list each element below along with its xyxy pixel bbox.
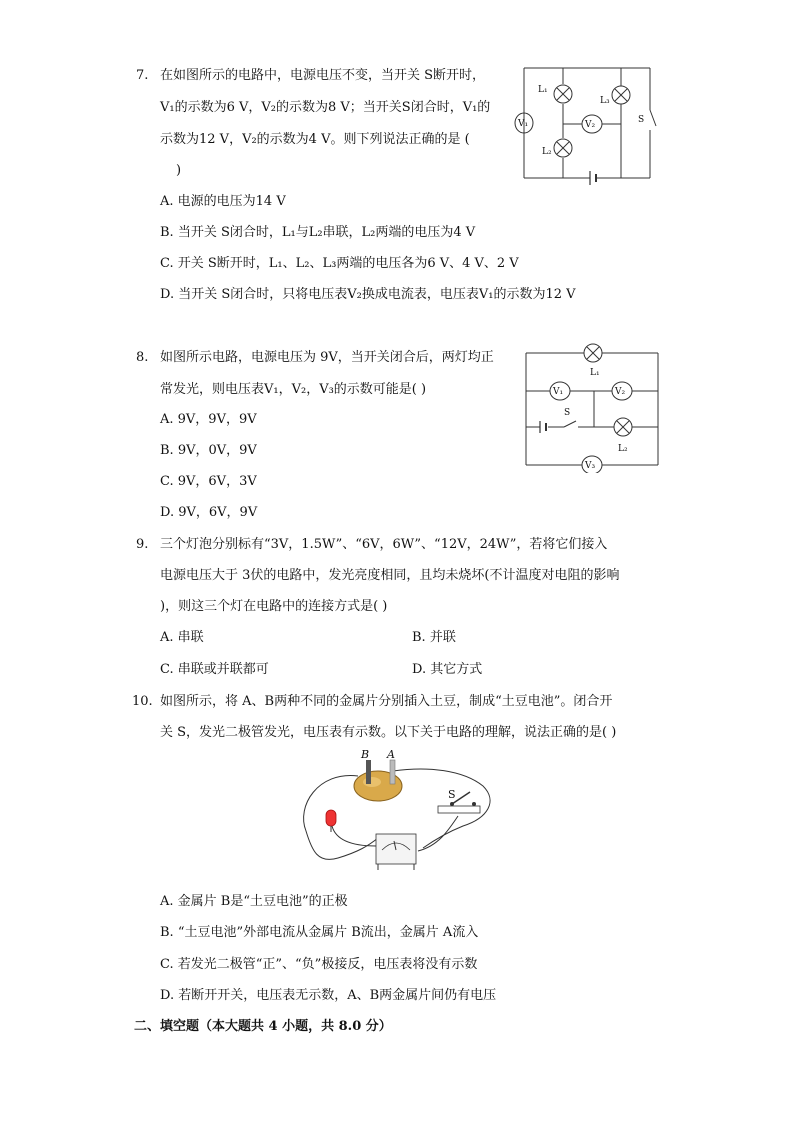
question-text: 常发光，则电压表V₁，V₂，V₃的示数可能是( ) (160, 382, 427, 397)
lamp-l1-icon (584, 344, 602, 362)
svg-text:V₃: V₃ (585, 461, 596, 471)
q7-circuit-diagram (512, 60, 662, 185)
option-b: B. 当开关 S闭合时，L₁与L₂串联，L₂两端的电压为4 V (160, 225, 476, 240)
option-b: B. 9V，0V，9V (160, 443, 257, 458)
svg-text:B: B (361, 748, 370, 761)
svg-text:S: S (638, 115, 645, 125)
svg-text:S: S (564, 408, 571, 418)
option-a: A. 电源的电压为14 V (160, 194, 286, 209)
lamp-l2-icon (614, 418, 632, 436)
question-text: 示数为12 V，V₂的示数为4 V。则下列说法正确的是 ( (160, 132, 470, 147)
question-text: ) (176, 163, 182, 178)
svg-text:L₃: L₃ (600, 96, 610, 106)
question-number: 7. (136, 68, 149, 83)
question-text: 如图所示电路，电源电压为 9V，当开关闭合后，两灯均正 (160, 350, 494, 365)
question-text: )，则这三个灯在电路中的连接方式是( ) (160, 599, 388, 614)
option-d: D. 当开关 S闭合时，只将电压表V₂换成电流表，电压表V₁的示数为12 V (160, 287, 576, 302)
voltmeter-icon (376, 834, 416, 870)
option-a: A. 金属片 B是“土豆电池”的正极 (160, 894, 348, 909)
switch-icon (438, 792, 480, 813)
svg-text:L₂: L₂ (542, 147, 552, 157)
option-c: C. 串联或并联都可 (160, 662, 269, 677)
option-b: B. 并联 (412, 630, 456, 645)
question-text: 关 S，发光二极管发光，电压表有示数。以下关于电路的理解，说法正确的是( ) (160, 725, 617, 740)
svg-text:A: A (387, 748, 395, 761)
svg-text:V₁: V₁ (518, 119, 529, 129)
svg-text:V₁: V₁ (553, 387, 564, 397)
option-d: D. 若断开开关，电压表无示数，A、B两金属片间仍有电压 (160, 988, 497, 1003)
svg-text:L₁: L₁ (590, 368, 600, 378)
lamp-l3-icon (612, 86, 630, 104)
question-text: 电源电压大于 3伏的电路中，发光亮度相同，且均未烧坏(不计温度对电阻的影响 (160, 568, 620, 583)
svg-text:V₂: V₂ (585, 120, 596, 130)
option-a: A. 9V，9V，9V (160, 412, 257, 427)
option-c: C. 9V，6V，3V (160, 474, 257, 489)
led-icon (326, 810, 336, 832)
q8-circuit-diagram (520, 343, 665, 473)
option-d: D. 9V，6V，9V (160, 505, 258, 520)
option-b: B. “土豆电池”外部电流从金属片 B流出，金属片 A流入 (160, 925, 479, 940)
metal-plate-b-icon (366, 760, 371, 784)
question-number: 8. (136, 350, 149, 365)
potato-battery-diagram (298, 746, 498, 876)
metal-plate-a-icon (390, 760, 395, 784)
svg-text:S: S (448, 788, 456, 801)
option-c: C. 若发光二极管“正”、“负”极接反，电压表将没有示数 (160, 957, 478, 972)
option-a: A. 串联 (160, 630, 204, 645)
lamp-l2-icon (554, 139, 572, 157)
question-text: V₁的示数为6 V，V₂的示数为8 V；当开关S闭合时，V₁的 (160, 100, 491, 115)
svg-text:L₁: L₁ (538, 85, 548, 95)
section-heading: 二、填空题（本大题共 4 小题，共 8.0 分） (134, 1019, 392, 1034)
question-number: 9. (136, 537, 149, 552)
option-d: D. 其它方式 (412, 662, 483, 677)
lamp-l1-icon (554, 85, 572, 103)
question-text: 如图所示，将 A、B两种不同的金属片分别插入土豆，制成“土豆电池”。闭合开 (160, 694, 613, 709)
question-number: 10. (132, 694, 153, 709)
question-text: 三个灯泡分别标有“3V，1.5W”、“6V，6W”、“12V，24W”，若将它们接入 (160, 537, 608, 552)
svg-text:V₂: V₂ (615, 387, 626, 397)
question-text: 在如图所示的电路中，电源电压不变，当开关 S断开时， (160, 68, 486, 83)
option-c: C. 开关 S断开时，L₁、L₂、L₃两端的电压各为6 V、4 V、2 V (160, 256, 519, 271)
svg-text:L₂: L₂ (618, 444, 628, 454)
